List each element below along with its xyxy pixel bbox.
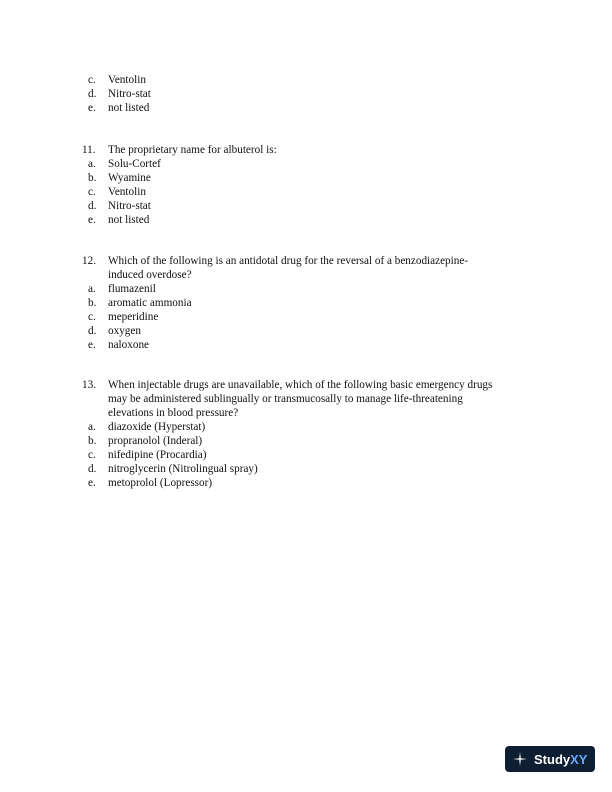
option-letter: e. xyxy=(88,339,96,351)
option-letter: a. xyxy=(88,421,96,433)
option-letter: d. xyxy=(88,463,97,475)
option-text: naloxone xyxy=(108,339,150,351)
question-text: induced overdose? xyxy=(108,269,192,281)
question-text: The proprietary name for albuterol is: xyxy=(108,144,277,156)
option-letter: b. xyxy=(88,297,97,309)
option-letter: c. xyxy=(88,186,96,198)
option-text: not listed xyxy=(108,102,150,114)
option-letter: d. xyxy=(88,325,97,337)
question-text: may be administered sublingually or transmucosally to manage life-threatening xyxy=(108,393,463,405)
option-text: Solu-Cortef xyxy=(108,158,161,170)
option-letter: a. xyxy=(88,283,96,295)
option-letter: e. xyxy=(88,102,96,114)
option-text: Wyamine xyxy=(108,172,151,184)
badge-brand-accent: XY xyxy=(570,751,588,767)
question-number: 12. xyxy=(82,255,96,267)
option-letter: b. xyxy=(88,172,97,184)
option-letter: c. xyxy=(88,311,96,323)
option-letter: c. xyxy=(88,449,96,461)
option-text: Nitro-stat xyxy=(108,200,151,212)
option-text: Nitro-stat xyxy=(108,88,151,100)
option-text: nitroglycerin (Nitrolingual spray) xyxy=(108,463,258,475)
question-text: When injectable drugs are unavailable, which of the following basic emergency drugs xyxy=(108,379,493,391)
option-letter: b. xyxy=(88,435,97,447)
option-letter: e. xyxy=(88,214,96,226)
question-text: elevations in blood pressure? xyxy=(108,407,239,419)
option-text: oxygen xyxy=(108,325,141,337)
studyxy-badge[interactable] xyxy=(505,746,595,772)
question-text: Which of the following is an antidotal drug for the reversal of a benzodiazepine- xyxy=(108,255,469,267)
option-letter: e. xyxy=(88,477,96,489)
plus-sparkle-icon xyxy=(513,752,527,766)
option-text: Ventolin xyxy=(108,186,146,198)
option-text: Ventolin xyxy=(108,74,146,86)
question-number: 11. xyxy=(82,144,96,156)
question-number: 13. xyxy=(82,379,96,391)
badge-brand-main: Study xyxy=(534,751,571,767)
option-text: aromatic ammonia xyxy=(108,297,192,309)
option-letter: d. xyxy=(88,200,97,212)
option-text: metoprolol (Lopressor) xyxy=(108,477,213,489)
option-text: propranolol (Inderal) xyxy=(108,435,203,447)
option-letter: d. xyxy=(88,88,97,100)
option-letter: a. xyxy=(88,158,96,170)
option-text: flumazenil xyxy=(108,283,156,295)
option-text: diazoxide (Hyperstat) xyxy=(108,421,206,433)
option-text: nifedipine (Procardia) xyxy=(108,449,207,461)
option-text: meperidine xyxy=(108,311,159,323)
option-letter: c. xyxy=(88,74,96,86)
option-text: not listed xyxy=(108,214,150,226)
